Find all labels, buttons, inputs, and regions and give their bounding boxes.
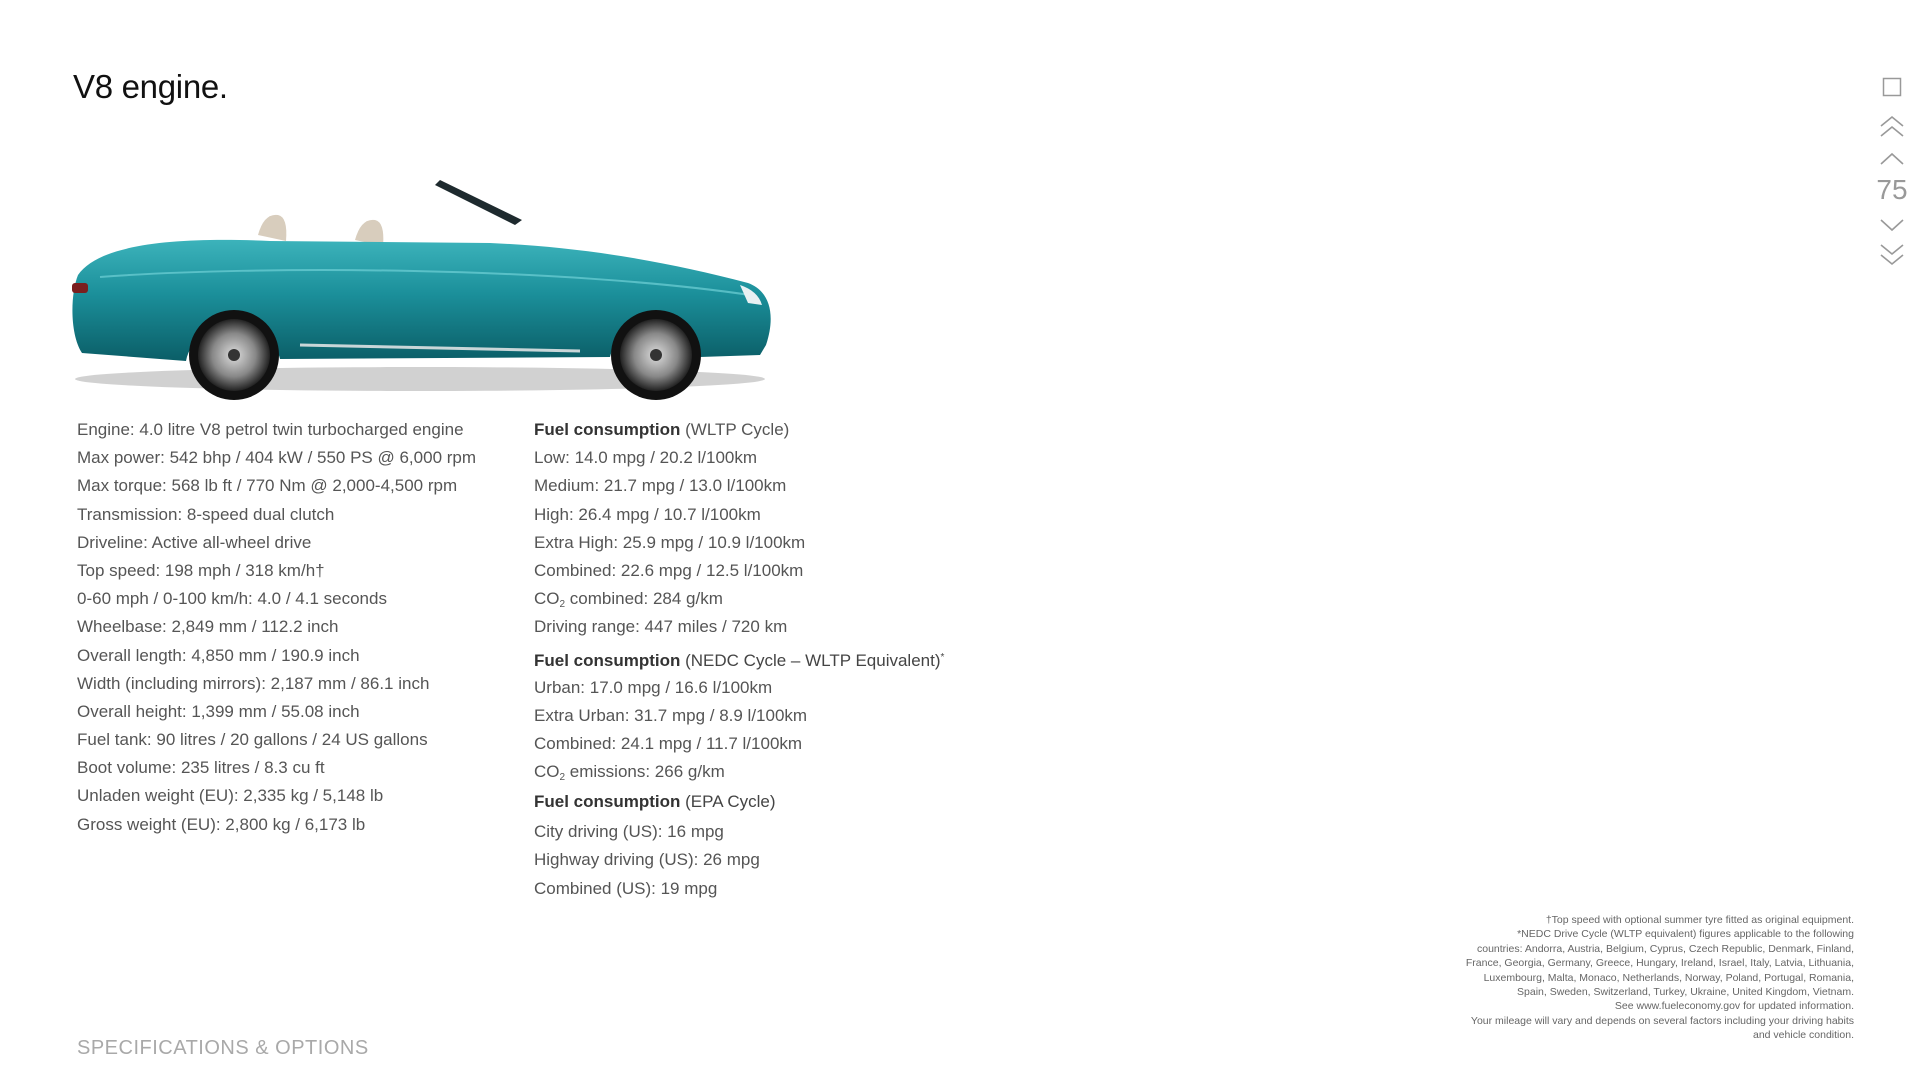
epa-city: City driving (US): 16 mpg — [534, 822, 724, 842]
spec-list — [77, 416, 476, 839]
footnote-line: See www.fueleconomy.gov for updated information. — [1614, 1000, 1854, 1013]
footnote-line: and vehicle condition. — [1753, 1029, 1854, 1042]
page-title: V8 engine. — [73, 68, 228, 105]
spec-acceleration: 0-60 mph / 0-100 km/h: 4.0 / 4.1 seconds — [77, 589, 387, 609]
spec-wheelbase: Wheelbase: 2,849 mm / 112.2 inch — [77, 617, 339, 637]
footnotes — [1414, 913, 1854, 1043]
wltp-medium: Medium: 21.7 mpg / 13.0 l/100km — [534, 476, 787, 496]
footnote-line: Your mileage will vary and depends on several factors including your driving habits — [1470, 1014, 1854, 1027]
spec-gross-weight: Gross weight (EU): 2,800 kg / 6,173 lb — [77, 814, 366, 834]
footnote-line: Luxembourg, Malta, Monaco, Netherlands, Norway, Poland, Portugal, Romania, — [1483, 971, 1854, 984]
wltp-high: High: 26.4 mpg / 10.7 l/100km — [534, 504, 761, 524]
footnote-line: *NEDC Drive Cycle (WLTP equivalent) figures applicable to the following — [1517, 928, 1854, 941]
next-page-icon[interactable] — [1872, 212, 1912, 238]
page-number: 75 — [1876, 174, 1908, 205]
epa-highway: Highway driving (US): 26 mpg — [534, 850, 760, 870]
wltp-extra-high: Extra High: 25.9 mpg / 10.9 l/100km — [534, 532, 806, 552]
spec-transmission: Transmission: 8-speed dual clutch — [77, 504, 335, 524]
spec-max-torque: Max torque: 568 lb ft / 770 Nm @ 2,000-4,500 rpm — [77, 476, 458, 496]
epa-combined: Combined (US): 19 mpg — [534, 878, 718, 898]
last-page-icon[interactable] — [1872, 242, 1912, 268]
wltp-range: Driving range: 447 miles / 720 km — [534, 617, 788, 637]
footnote-line: †Top speed with optional summer tyre fitted as original equipment. — [1545, 914, 1854, 926]
spec-engine: Engine: 4.0 litre V8 petrol twin turbocharged engine — [77, 420, 464, 439]
spec-height: Overall height: 1,399 mm / 55.08 inch — [77, 701, 360, 721]
wltp-heading: Fuel consumption (WLTP Cycle) — [534, 420, 790, 439]
epa-heading: Fuel consumption (EPA Cycle) — [534, 792, 776, 812]
nedc-urban: Urban: 17.0 mpg / 16.6 l/100km — [534, 677, 773, 697]
wltp-co2: $CO_2$ combined: 284 g/km — [534, 589, 723, 611]
first-page-icon[interactable] — [1872, 114, 1912, 140]
spec-width: Width (including mirrors): 2,187 mm / 86.1 inch — [77, 673, 430, 693]
footnote-line: France, Georgia, Germany, Greece, Hungary, Ireland, Israel, Italy, Latvia, Lithuania, — [1465, 957, 1854, 970]
nedc-combined: Combined: 24.1 mpg / 11.7 l/100km — [534, 733, 803, 753]
footnote-line: Spain, Sweden, Switzerland, Turkey, Ukraine, United Kingdom, Vietnam. — [1517, 986, 1854, 999]
spec-top-speed: Top speed: 198 mph / 318 km/h† — [77, 560, 325, 580]
spec-driveline: Driveline: Active all-wheel drive — [77, 532, 312, 552]
fullscreen-icon[interactable] — [1872, 74, 1912, 100]
spec-length: Overall length: 4,850 mm / 190.9 inch — [77, 645, 360, 665]
previous-page-icon[interactable] — [1872, 146, 1912, 172]
wltp-combined: Combined: 22.6 mpg / 12.5 l/100km — [534, 560, 804, 580]
fuel-consumption — [534, 416, 944, 903]
wltp-low: Low: 14.0 mpg / 20.2 l/100km — [534, 448, 758, 468]
footnote-line: countries: Andorra, Austria, Belgium, Cyprus, Czech Republic, Denmark, Finland, — [1476, 942, 1854, 955]
car-image — [60, 165, 800, 405]
spec-boot-volume: Boot volume: 235 litres / 8.3 cu ft — [77, 758, 325, 778]
front-wheel — [611, 310, 701, 400]
nedc-co2: $CO_2$ emissions: 266 g/km — [534, 762, 725, 784]
spec-max-power: Max power: 542 bhp / 404 kW / 550 PS @ 6,000 rpm — [77, 448, 477, 468]
section-label: SPECIFICATIONS & OPTIONS — [77, 1037, 369, 1059]
nedc-extra-urban: Extra Urban: 31.7 mpg / 8.9 l/100km — [534, 705, 808, 725]
rear-wheel — [189, 310, 279, 400]
spec-fuel-tank: Fuel tank: 90 litres / 20 gallons / 24 US gallons — [77, 730, 428, 750]
spec-unladen-weight: Unladen weight (EU): 2,335 kg / 5,148 lb — [77, 786, 384, 806]
nedc-heading: Fuel consumption (NEDC Cycle – WLTP Equivalent)* — [534, 650, 945, 670]
